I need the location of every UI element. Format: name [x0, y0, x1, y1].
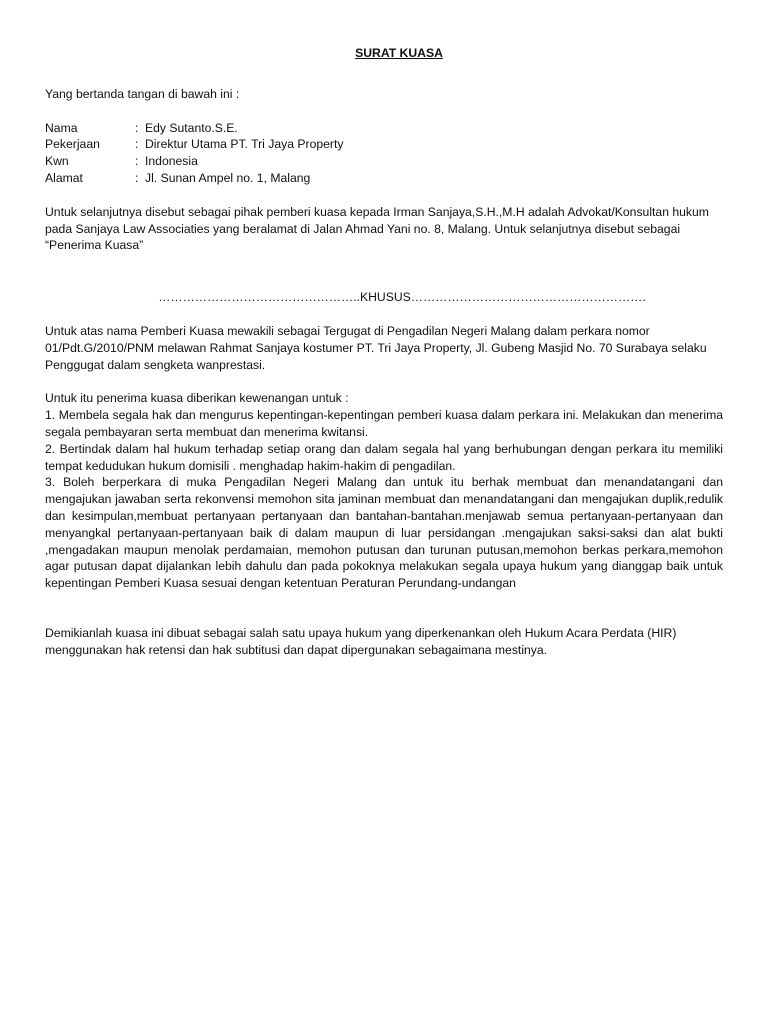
authority-item-1: 1. Membela segala hak dan mengurus kepentingan-kepentingan pemberi kuasa dalam perkara ini. Melakukan dan menerima segala pembayaran serta membuat dan menerima kwitansi. [45, 408, 723, 439]
identity-row-pekerjaan [45, 136, 723, 153]
authority-intro: Untuk itu penerima kuasa diberikan kewenangan untuk : [45, 391, 349, 406]
identity-label: Kwn [45, 154, 69, 169]
identity-colon: : [135, 137, 139, 152]
identity-label: Alamat [45, 170, 83, 185]
opening-line: Yang bertanda tangan di bawah ini : [45, 86, 240, 101]
letter-body [45, 45, 723, 659]
identity-label: Pekerjaan [45, 137, 100, 152]
identity-colon: : [135, 154, 139, 169]
identity-row-alamat [45, 170, 723, 187]
receiver-paragraph: Untuk selanjutnya disebut sebagai pihak pemberi kuasa kepada Irman Sanjaya,S.H.,M.H adalah Advokat/Konsultan hukum pada Sanjaya Law Associaties yang beralamat di Jalan Ahmad Yani no. 8, Malang. Untuk selanjutnya disebut sebagai “Penerima Kuasa” [45, 204, 709, 253]
identity-value: Edy Sutanto.S.E. [145, 120, 238, 135]
document-title: SURAT KUASA [355, 46, 443, 60]
identity-label: Nama [45, 120, 78, 135]
identity-value: Jl. Sunan Ampel no. 1, Malang [145, 170, 311, 185]
identity-colon: : [135, 120, 139, 135]
khusus-heading: …………………………………………..KHUSUS…………………………………………………. [158, 290, 646, 305]
identity-value: Direktur Utama PT. Tri Jaya Property [145, 137, 344, 152]
identity-value: Indonesia [145, 154, 198, 169]
authority-item-3: 3. Boleh berperkara di muka Pengadilan Negeri Malang dan untuk itu berhak membuat dan menandatangani dan mengajukan jawaban serta rekonvensi memohon sita jaminan membuat dan menandatangani dan mengajukan duplik,redulik dan kesimpulan,membuat pertanyaan pertanyaan dan bantahan-bantahan.menjawab semua pertanyaan-pertanyaan dan menyangkal pertanyaan-pertanyaan baik di dalam maupun di luar persidangan .mengajukan saksi-saksi dan alat bukti ,mengadakan maupun menolak perdamaian, memohon putusan dan turunan putusan,memohon berkas perkara,memohon agar putusan dapat dijalankan lebih dahulu dan pada pokoknya melakukan segala upaya hukum yang dianggap baik untuk kepentingan Pemberi Kuasa sesuai dengan ketentuan Peraturan Perundang-undangan [45, 475, 723, 591]
authority-item-2: 2. Bertindak dalam hal hukum terhadap setiap orang dan dalam segala hal yang berhubungan dengan perkara itu memiliki tempat kedudukan hukum domisili . menghadap hakim-hakim di pengadilan. [45, 441, 723, 473]
closing-paragraph: Demikianlah kuasa ini dibuat sebagai salah satu upaya hukum yang diperkenankan oleh Hukum Acara Perdata (HIR) menggunakan hak retensi dan hak subtitusi dan dapat dipergunakan sebagaimana mestinya. [45, 625, 677, 657]
identity-row-nama [45, 120, 723, 137]
case-paragraph: Untuk atas nama Pemberi Kuasa mewakili sebagai Tergugat di Pengadilan Negeri Malang dalam perkara nomor 01/Pdt.G/2010/PNM melawan Rahmat Sanjaya kostumer PT. Tri Jaya Property, Jl. Gubeng Masjid No. 70 Surabaya selaku Penggugat dalam sengketa wanprestasi. [45, 323, 707, 372]
identity-block [45, 120, 723, 187]
identity-colon: : [135, 170, 139, 185]
identity-row-kwn [45, 153, 723, 170]
